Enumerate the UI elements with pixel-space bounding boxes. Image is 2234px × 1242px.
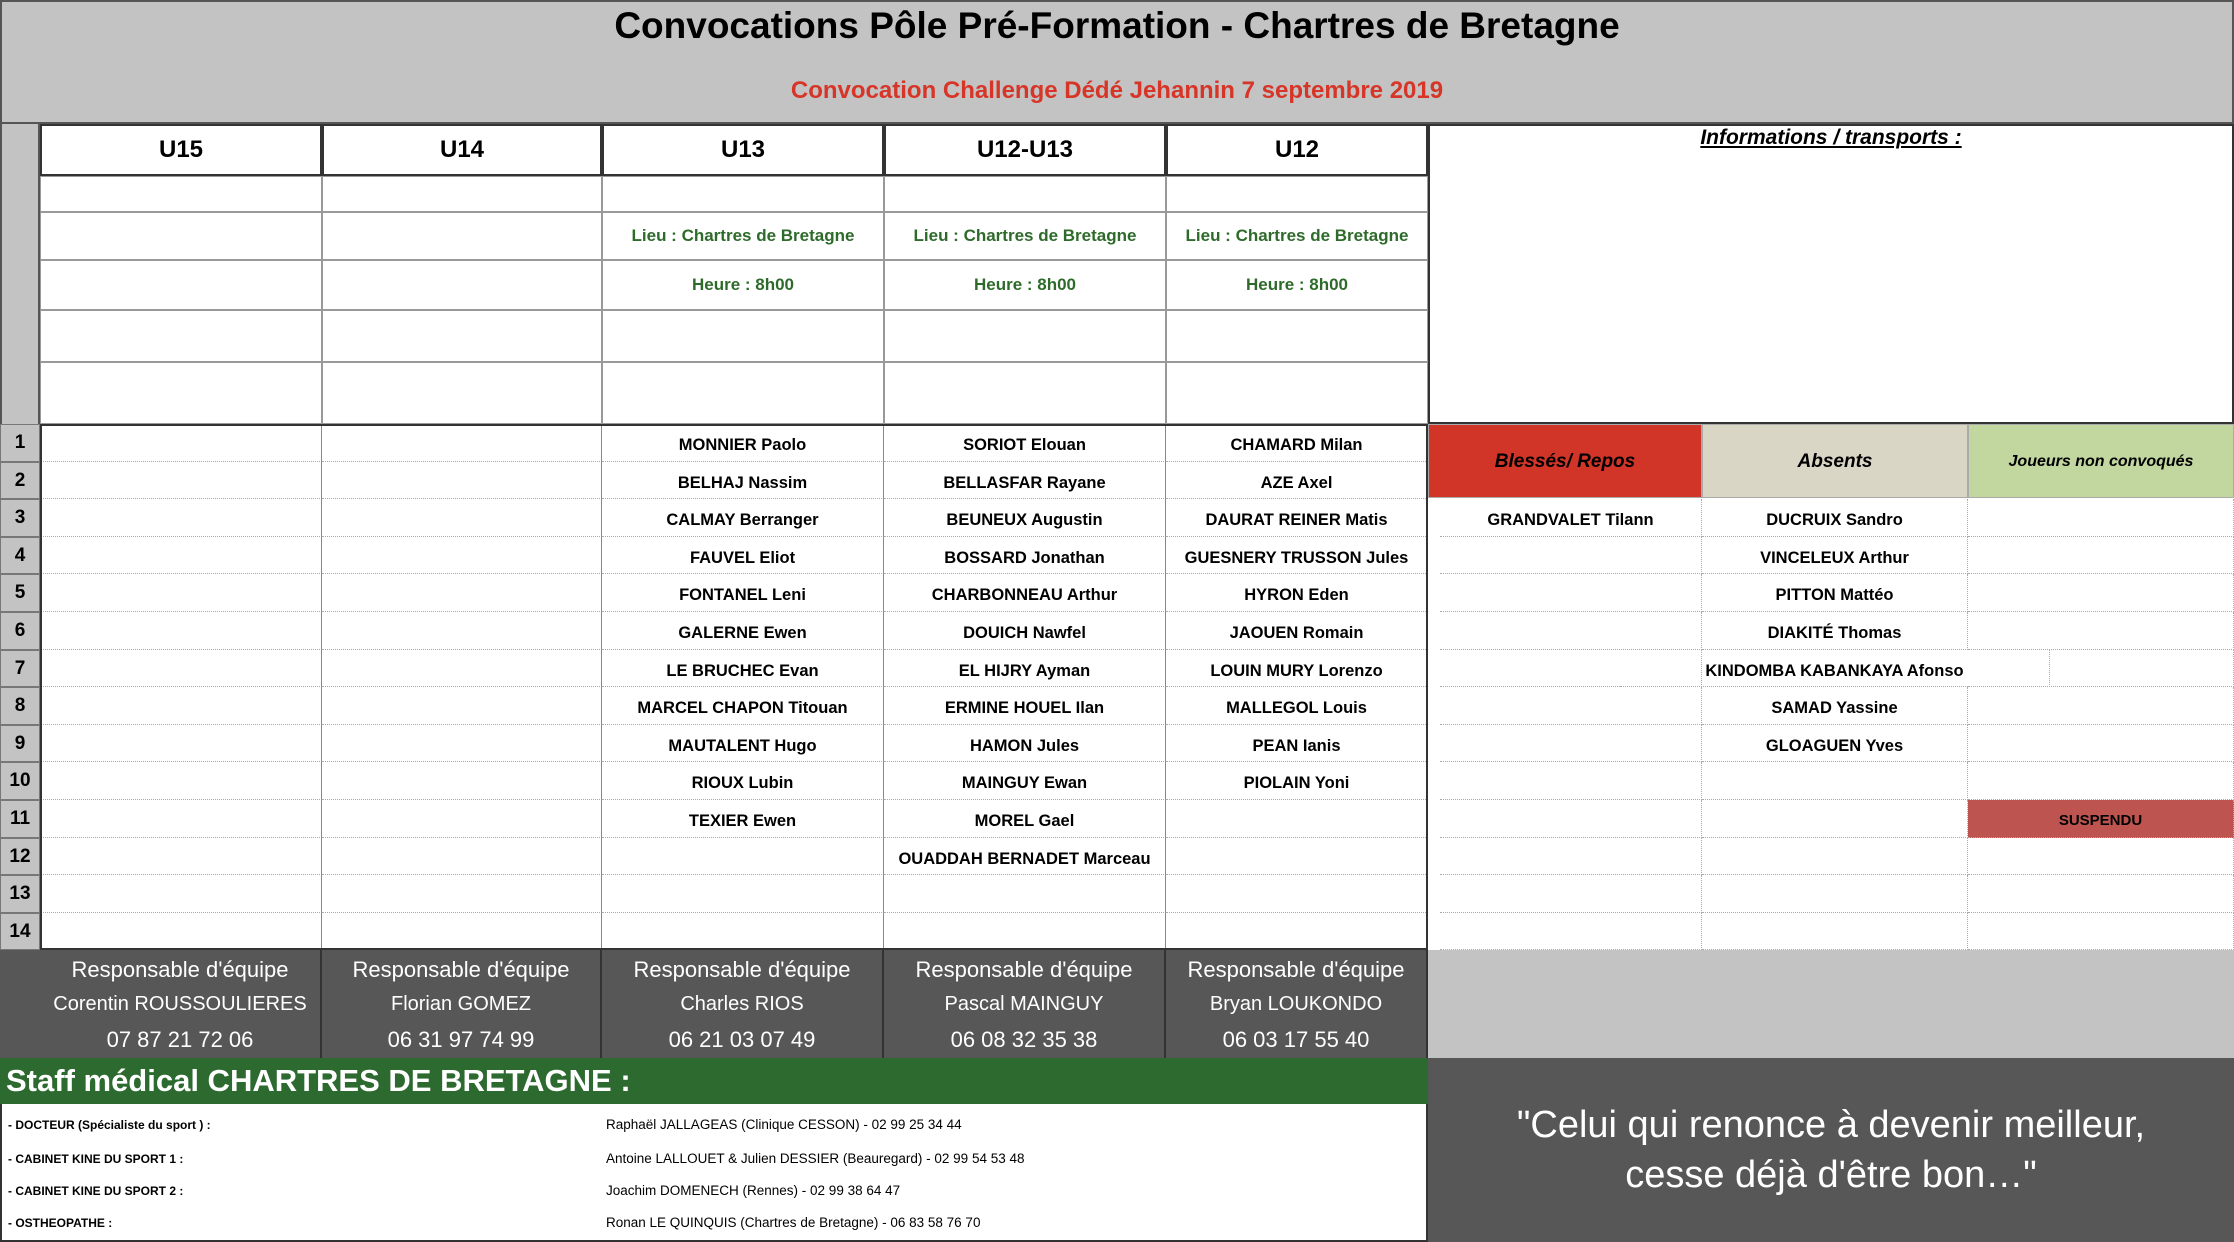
- status-cell: GLOAGUEN Yves: [1702, 725, 1968, 763]
- team-info-cell: [40, 212, 322, 260]
- staff-box: [0, 1104, 1428, 1242]
- player-cell: [1166, 838, 1428, 876]
- team-info-cell: [1166, 310, 1428, 362]
- player-cell: GALERNE Ewen: [602, 612, 884, 650]
- responsable-label: Responsable d'équipe: [915, 957, 1133, 982]
- player-cell: [322, 650, 602, 688]
- absents-header: Absents: [1702, 424, 1968, 498]
- player-cell: [40, 462, 322, 500]
- player-cell: [322, 462, 602, 500]
- player-cell: LE BRUCHEC Evan: [602, 650, 884, 688]
- player-cell: [40, 725, 322, 763]
- player-cell: MOREL Gael: [884, 800, 1166, 838]
- staff-role: - CABINET KINE DU SPORT 2 :: [8, 1184, 184, 1198]
- player-cell: ERMINE HOUEL Ilan: [884, 687, 1166, 725]
- status-cell: GRANDVALET Tilann: [1440, 499, 1702, 537]
- lieu-u13: Lieu : Chartres de Bretagne: [602, 212, 884, 260]
- row-number: 2: [0, 462, 40, 500]
- team-info-cell: [884, 176, 1166, 212]
- status-cell: VINCELEUX Arthur: [1702, 537, 1968, 575]
- row-number: 10: [0, 762, 40, 800]
- player-cell: MARCEL CHAPON Titouan: [602, 687, 884, 725]
- player-cell: GUESNERY TRUSSON Jules: [1166, 537, 1428, 575]
- player-cell: [40, 650, 322, 688]
- responsable-cell: [1166, 950, 1428, 1058]
- team-info-cell: [1166, 176, 1428, 212]
- player-cell: [322, 913, 602, 951]
- player-cell: SORIOT Elouan: [884, 424, 1166, 462]
- player-cell: MAUTALENT Hugo: [602, 725, 884, 763]
- status-cell: [1440, 838, 1702, 876]
- player-cell: EL HIJRY Ayman: [884, 650, 1166, 688]
- player-cell: [322, 838, 602, 876]
- status-cell: [1440, 537, 1702, 575]
- responsable-phone: 06 21 03 07 49: [668, 1027, 816, 1052]
- player-cell: [884, 875, 1166, 913]
- status-cell: [1440, 875, 1702, 913]
- player-cell: CHAMARD Milan: [1166, 424, 1428, 462]
- responsable-label: Responsable d'équipe: [71, 957, 289, 982]
- player-cell: MALLEGOL Louis: [1166, 687, 1428, 725]
- player-cell: [602, 875, 884, 913]
- staff-role: - OSTHEOPATHE :: [8, 1216, 113, 1230]
- player-cell: JAOUEN Romain: [1166, 612, 1428, 650]
- info-transports-title: Informations / transports :: [1700, 126, 1962, 149]
- player-cell: AZE Axel: [1166, 462, 1428, 500]
- row-number: 14: [0, 913, 40, 951]
- player-cell: [1166, 800, 1428, 838]
- quote-box: [1428, 1058, 2234, 1242]
- team-info-cell: [602, 310, 884, 362]
- player-cell: CALMAY Berranger: [602, 499, 884, 537]
- responsable-label: Responsable d'équipe: [633, 957, 851, 982]
- status-cell: DUCRUIX Sandro: [1702, 499, 1968, 537]
- row-number: 5: [0, 574, 40, 612]
- row-number: 9: [0, 725, 40, 763]
- player-cell: BEUNEUX Augustin: [884, 499, 1166, 537]
- player-cell: [40, 838, 322, 876]
- status-cell: [1440, 762, 1702, 800]
- staff-value: Antoine LALLOUET & Julien DESSIER (Beauregard) - 02 99 54 53 48: [606, 1151, 1025, 1166]
- player-cell: [602, 838, 884, 876]
- player-cell: [40, 875, 322, 913]
- status-cell: [1440, 913, 1702, 951]
- responsable-phone: 06 31 97 74 99: [387, 1027, 535, 1052]
- player-cell: FONTANEL Leni: [602, 574, 884, 612]
- team-info-cell: [1166, 362, 1428, 424]
- status-cell: [1968, 612, 2234, 650]
- status-cell: [1702, 913, 1968, 951]
- status-cell: [1968, 725, 2234, 763]
- team-header-u12-u13: U12-U13: [884, 124, 1166, 176]
- team-header-u15: U15: [40, 124, 322, 176]
- team-info-cell: [322, 310, 602, 362]
- status-cell: [1968, 687, 2234, 725]
- team-info-cell: [884, 310, 1166, 362]
- player-cell: [322, 574, 602, 612]
- player-cell: PIOLAIN Yoni: [1166, 762, 1428, 800]
- status-cell: SUSPENDU: [1968, 800, 2234, 838]
- row-number: 8: [0, 687, 40, 725]
- player-cell: OUADDAH BERNADET Marceau: [884, 838, 1166, 876]
- team-header-u13: U13: [602, 124, 884, 176]
- status-cell: [1702, 838, 1968, 876]
- player-cell: [322, 725, 602, 763]
- staff-value: Ronan LE QUINQUIS (Chartres de Bretagne) - 06 83 58 76 70: [606, 1215, 981, 1230]
- player-cell: LOUIN MURY Lorenzo: [1166, 650, 1428, 688]
- staff-role: - DOCTEUR (Spécialiste du sport ) :: [8, 1118, 211, 1132]
- status-cell: [1968, 499, 2234, 537]
- responsable-cell: [40, 950, 322, 1058]
- status-cell: [1968, 537, 2234, 575]
- player-cell: HYRON Eden: [1166, 574, 1428, 612]
- staff-title: Staff médical CHARTRES DE BRETAGNE :: [0, 1058, 1428, 1104]
- team-info-cell: [322, 260, 602, 310]
- status-cell: [1968, 838, 2234, 876]
- player-cell: [322, 499, 602, 537]
- player-cell: [322, 800, 602, 838]
- team-info-cell: [602, 362, 884, 424]
- row-number: 4: [0, 537, 40, 575]
- player-cell: TEXIER Ewen: [602, 800, 884, 838]
- responsable-name: Corentin ROUSSOULIERES: [53, 993, 307, 1015]
- quote-line-1: "Celui qui renonce à devenir meilleur,: [1516, 1104, 2146, 1146]
- player-cell: [322, 875, 602, 913]
- status-cell: [1702, 762, 1968, 800]
- player-cell: BOSSARD Jonathan: [884, 537, 1166, 575]
- player-cell: [1166, 913, 1428, 951]
- player-cell: [884, 913, 1166, 951]
- player-cell: [322, 612, 602, 650]
- row-number: 6: [0, 612, 40, 650]
- player-cell: MONNIER Paolo: [602, 424, 884, 462]
- team-info-cell: [40, 260, 322, 310]
- player-cell: HAMON Jules: [884, 725, 1166, 763]
- non-convoques-header: Joueurs non convoqués: [1968, 424, 2234, 498]
- status-cell: [1440, 687, 1702, 725]
- page-subtitle: Convocation Challenge Dédé Jehannin 7 septembre 2019: [790, 77, 1444, 104]
- player-cell: BELHAJ Nassim: [602, 462, 884, 500]
- status-cell: KINDOMBA KABANKAYA Afonso: [1620, 650, 2050, 688]
- player-cell: MAINGUY Ewan: [884, 762, 1166, 800]
- team-info-cell: [40, 310, 322, 362]
- player-cell: [40, 499, 322, 537]
- status-cell: PITTON Mattéo: [1702, 574, 1968, 612]
- responsable-cell: [884, 950, 1166, 1058]
- responsable-name: Bryan LOUKONDO: [1209, 993, 1383, 1015]
- responsable-label: Responsable d'équipe: [1187, 957, 1405, 982]
- page-title: Convocations Pôle Pré-Formation - Chartres de Bretagne: [614, 5, 1620, 46]
- row-number: 12: [0, 838, 40, 876]
- player-cell: [40, 574, 322, 612]
- heure-u12-u13: Heure : 8h00: [884, 260, 1166, 310]
- row-number: 3: [0, 499, 40, 537]
- player-cell: [40, 424, 322, 462]
- status-cell: [1440, 574, 1702, 612]
- resp-right-gray: [1428, 950, 2234, 1058]
- responsable-name: Charles RIOS: [680, 993, 804, 1015]
- row-number: 11: [0, 800, 40, 838]
- player-cell: [322, 762, 602, 800]
- team-header-u14: U14: [322, 124, 602, 176]
- quote-line-2: cesse déjà d'être bon…": [1625, 1154, 2037, 1196]
- staff-role: - CABINET KINE DU SPORT 1 :: [8, 1152, 184, 1166]
- status-cell: [1440, 612, 1702, 650]
- row-number: 7: [0, 650, 40, 688]
- responsable-cell: [602, 950, 884, 1058]
- team-info-cell: [884, 362, 1166, 424]
- status-cell: [1968, 913, 2234, 951]
- player-cell: DOUICH Nawfel: [884, 612, 1166, 650]
- player-cell: FAUVEL Eliot: [602, 537, 884, 575]
- team-info-cell: [322, 212, 602, 260]
- row-number: 1: [0, 424, 40, 462]
- team-info-cell: [602, 176, 884, 212]
- staff-value: Joachim DOMENECH (Rennes) - 02 99 38 64 47: [606, 1183, 901, 1198]
- player-cell: BELLASFAR Rayane: [884, 462, 1166, 500]
- status-cell: [1702, 800, 1968, 838]
- player-cell: [322, 687, 602, 725]
- player-cell: [322, 424, 602, 462]
- player-cell: [40, 537, 322, 575]
- player-cell: RIOUX Lubin: [602, 762, 884, 800]
- responsable-name: Pascal MAINGUY: [944, 993, 1104, 1015]
- responsable-cell: [322, 950, 602, 1058]
- responsable-name: Florian GOMEZ: [390, 993, 532, 1015]
- responsable-label: Responsable d'équipe: [352, 957, 570, 982]
- player-cell: CHARBONNEAU Arthur: [884, 574, 1166, 612]
- player-cell: DAURAT REINER Matis: [1166, 499, 1428, 537]
- row-number: 13: [0, 875, 40, 913]
- status-cell: DIAKITÉ Thomas: [1702, 612, 1968, 650]
- player-cell: [40, 800, 322, 838]
- resp-gutter: [0, 950, 40, 1058]
- status-cell: [1968, 762, 2234, 800]
- lieu-u12-u13: Lieu : Chartres de Bretagne: [884, 212, 1166, 260]
- player-cell: [602, 913, 884, 951]
- responsable-phone: 07 87 21 72 06: [106, 1027, 254, 1052]
- team-header-u12: U12: [1166, 124, 1428, 176]
- status-cell: [1968, 875, 2234, 913]
- heure-u12: Heure : 8h00: [1166, 260, 1428, 310]
- status-cell: [1702, 875, 1968, 913]
- status-cell: [1440, 800, 1702, 838]
- player-cell: [40, 762, 322, 800]
- lieu-u12: Lieu : Chartres de Bretagne: [1166, 212, 1428, 260]
- team-info-cell: [40, 176, 322, 212]
- player-cell: [40, 612, 322, 650]
- status-cell: [1968, 574, 2234, 612]
- team-info-cell: [40, 362, 322, 424]
- player-cell: [322, 537, 602, 575]
- player-cell: [1166, 875, 1428, 913]
- team-info-cell: [322, 362, 602, 424]
- player-cell: PEAN Ianis: [1166, 725, 1428, 763]
- player-cell: [40, 687, 322, 725]
- status-cell: SAMAD Yassine: [1702, 687, 1968, 725]
- blesses-header: Blessés/ Repos: [1428, 424, 1702, 498]
- status-cell: [1968, 650, 2234, 688]
- staff-value: Raphaël JALLAGEAS (Clinique CESSON) - 02 99 25 34 44: [606, 1117, 962, 1132]
- left-gutter: [0, 124, 40, 424]
- player-cell: [40, 913, 322, 951]
- status-cell: [1440, 725, 1702, 763]
- info-transports-box: [1428, 124, 2234, 424]
- responsable-phone: 06 08 32 35 38: [950, 1027, 1098, 1052]
- heure-u13: Heure : 8h00: [602, 260, 884, 310]
- team-info-cell: [322, 176, 602, 212]
- responsable-phone: 06 03 17 55 40: [1222, 1027, 1370, 1052]
